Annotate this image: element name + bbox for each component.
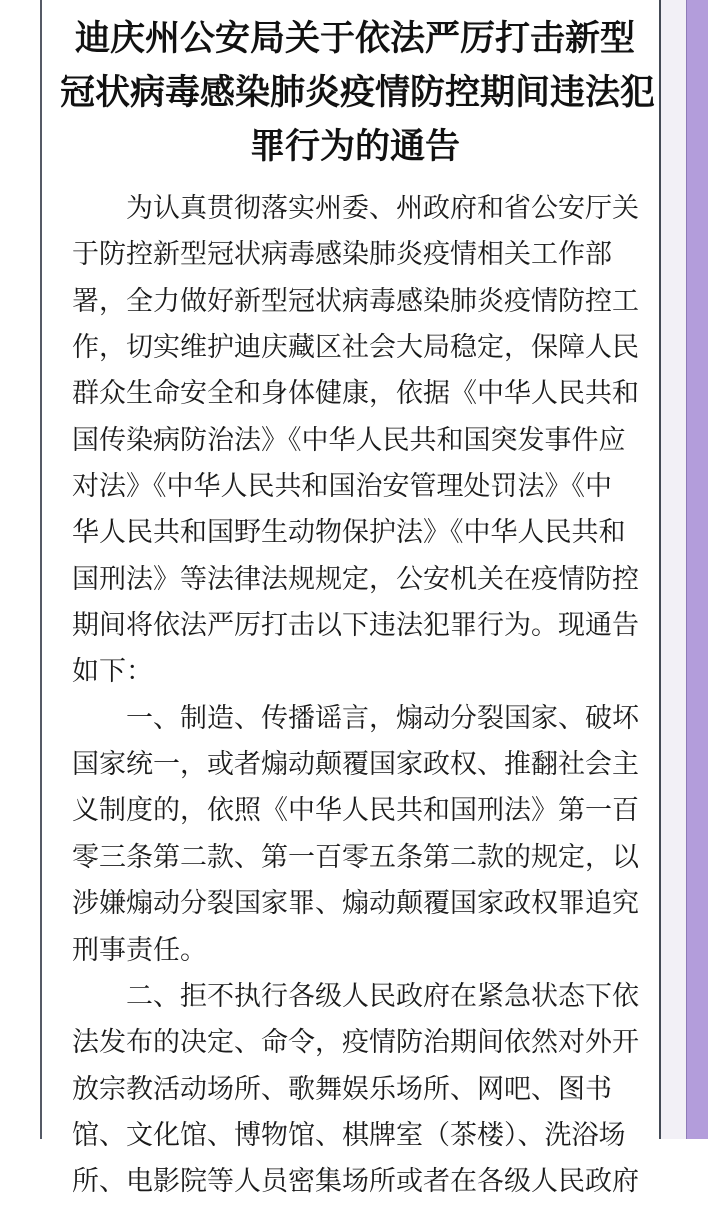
body-line: 华人民共和国野生动物保护法》《中华人民共和 bbox=[72, 517, 626, 549]
body-line: 作，切实维护迪庆藏区社会大局稳定，保障人民 bbox=[72, 332, 639, 364]
body-line: 国家统一，或者煽动颠覆国家政权、推翻社会主 bbox=[72, 749, 639, 781]
body-line: 刑事责任。 bbox=[72, 934, 207, 966]
body-line: 国传染病防治法》《中华人民共和国突发事件应 bbox=[72, 424, 626, 456]
title-line-3: 罪行为的通告 bbox=[249, 127, 460, 167]
body-line: 对法》《中华人民共和国治安管理处罚法》《中 bbox=[72, 471, 612, 503]
body-line: 法发布的决定、命令，疫情防治期间依然对外开 bbox=[72, 1027, 639, 1059]
title-line-2: 冠状病毒感染肺炎疫情防控期间违法犯 bbox=[60, 73, 656, 113]
body-line: 署，全力做好新型冠状病毒感染肺炎疫情防控工 bbox=[72, 285, 639, 317]
body-line: 涉嫌煽动分裂国家罪、煽动颠覆国家政权罪追究 bbox=[72, 888, 639, 920]
body-line: 国刑法》等法律法规规定，公安机关在疫情防控 bbox=[72, 563, 639, 595]
body-line: 放宗教活动场所、歌舞娱乐场所、网吧、图书 bbox=[72, 1073, 612, 1105]
body-line: 一、制造、传播谣言，煽动分裂国家、破坏 bbox=[72, 702, 639, 734]
right-margin bbox=[661, 0, 686, 1139]
document-left-edge bbox=[40, 0, 42, 1139]
body-line: 所、电影院等人员密集场所或者在各级人民政府 bbox=[72, 1166, 639, 1198]
notice-title bbox=[60, 12, 656, 174]
body-line: 于防控新型冠状病毒感染肺炎疫情相关工作部 bbox=[72, 239, 612, 271]
body-line: 群众生命安全和身体健康，依据《中华人民共和 bbox=[72, 378, 639, 410]
far-right-margin bbox=[708, 0, 720, 1139]
title-line-1: 迪庆州公安局关于依法严厉打击新型 bbox=[74, 19, 635, 59]
body-line: 义制度的，依照《中华人民共和国刑法》第一百 bbox=[72, 795, 639, 827]
body-line: 期间将依法严厉打击以下违法犯罪行为。现通告 bbox=[72, 610, 639, 642]
notice-body bbox=[72, 186, 652, 1206]
body-line: 馆、文化馆、博物馆、棋牌室（茶楼）、洗浴场 bbox=[72, 1119, 626, 1151]
body-line: 为认真贯彻落实州委、州政府和省公安厅关 bbox=[72, 193, 639, 224]
body-line: 二、拒不执行各级人民政府在紧急状态下依 bbox=[72, 980, 639, 1012]
body-line: 如下： bbox=[72, 656, 153, 688]
body-line: 零三条第二款、第一百零五条第二款的规定，以 bbox=[72, 841, 639, 873]
side-scroll-bar[interactable] bbox=[686, 0, 709, 1139]
